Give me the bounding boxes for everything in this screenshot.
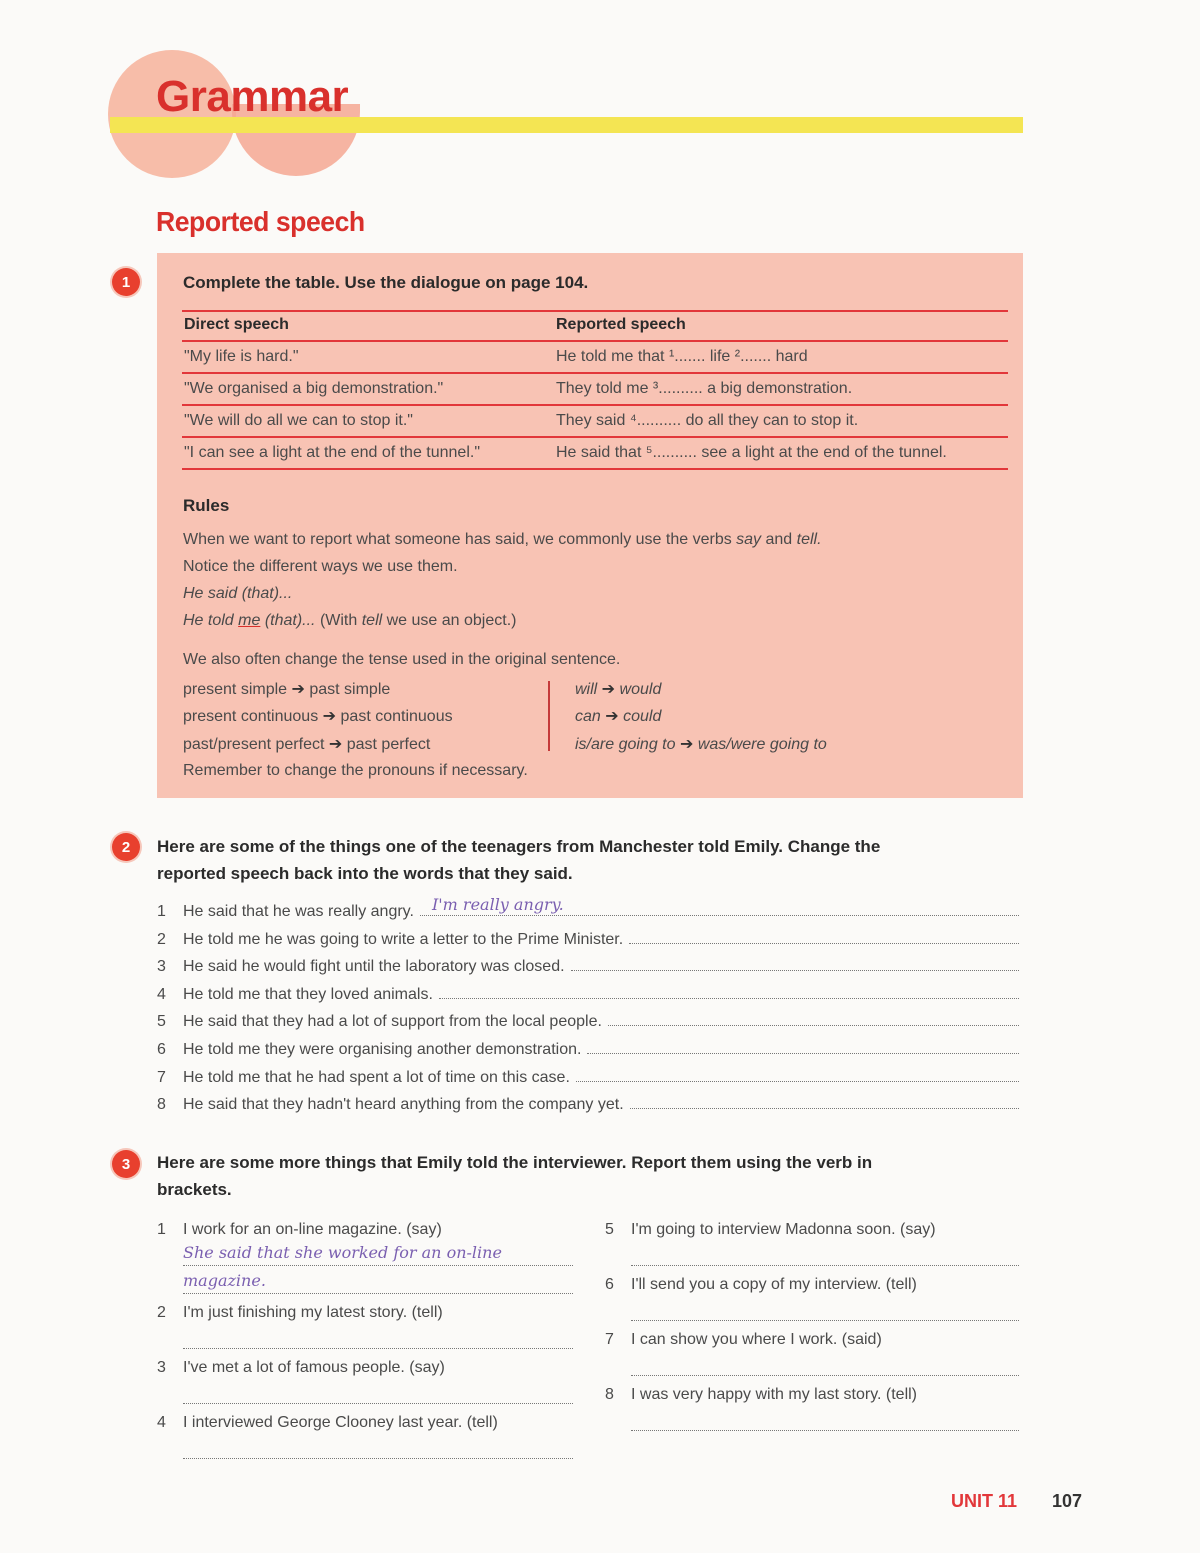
arrow-right-icon: ➔ [679,736,694,753]
list-item [157,895,1019,931]
item-text: I was very happy with my last story. (tell) [631,1386,917,1403]
tense-rule [183,706,453,726]
arrow-right-icon: ➔ [291,681,305,698]
item-number: 4 [157,1414,166,1431]
answer-line[interactable] [631,1416,1019,1431]
answer-line[interactable] [183,1334,573,1349]
item-number: 6 [605,1276,614,1293]
answer-line[interactable] [631,1361,1019,1376]
answer-line[interactable] [183,1444,573,1459]
answer-line[interactable] [631,1251,1019,1266]
item-number: 4 [157,985,166,1003]
rules-example [183,612,516,630]
item-text: He told me that they loved animals. [183,985,433,1003]
answer-line[interactable] [183,1389,573,1404]
tense-from: present continuous [183,708,319,725]
speech-table-wrapper [182,310,1008,470]
rules-example: He said (that)... [183,585,293,602]
rules-text: and [761,531,797,548]
item-text: I'll send you a copy of my interview. (tell) [631,1276,917,1293]
item-number: 2 [157,1304,166,1321]
list-item [157,1069,1019,1097]
item-number: 1 [157,903,166,920]
item-text: He told me they were organising another demonstration. [183,1040,582,1058]
rules-text: He told [183,612,239,629]
answer-line[interactable] [571,958,1019,971]
section-title: Reported speech [156,206,365,237]
answer-line[interactable] [630,1096,1019,1109]
answer-line[interactable] [608,1013,1019,1026]
rules-line [183,531,822,549]
table-cell: "I can see a light at the end of the tunnel." [184,444,481,461]
item-text: I've met a lot of famous people. (say) [183,1359,445,1376]
item-text: I'm just finishing my latest story. (tell) [183,1304,443,1321]
item-number: 5 [157,1013,166,1031]
table-cell: He told me that ¹....... life ²....... hard [556,348,808,365]
exercise-2-instruction: Here are some of the things one of the teenagers from Manchester told Emily. Change the [157,837,881,856]
list-item [157,1304,443,1322]
rules-text: we use an object.) [382,612,517,629]
speech-table [182,310,1008,470]
answer-text: I'm really angry. [431,895,564,914]
rules-keyword: me [238,612,261,629]
rules-text: (With [315,612,362,629]
answer-line[interactable] [629,931,1019,944]
answer-text: magazine. [183,1271,266,1290]
rules-keyword: tell [361,612,383,629]
item-number: 5 [605,1221,614,1238]
item-text: I interviewed George Clooney last year. (tell) [183,1414,498,1431]
list-item [605,1331,882,1349]
table-row [182,373,1008,405]
item-text: I can show you where I work. (said) [631,1331,882,1348]
tense-from: can [575,708,601,725]
list-item [157,958,1019,986]
item-number: 1 [157,1221,166,1238]
item-number: 8 [605,1386,614,1403]
divider [548,681,550,751]
tense-to: past continuous [340,708,453,725]
table-cell: "My life is hard." [184,348,299,365]
table-cell: They told me ³.......... a big demonstration. [556,380,853,397]
answer-text: She said that she worked for an on-line [183,1243,502,1262]
list-item [157,931,1019,959]
item-number: 6 [157,1040,166,1058]
unit-label: UNIT 11 [951,1491,1018,1511]
item-number: 7 [605,1331,614,1348]
exercise-1-instruction: Complete the table. Use the dialogue on page 104. [183,273,589,292]
exercise-number-badge: 3 [112,1150,140,1178]
item-number: 8 [157,1096,166,1114]
item-text: He said he would fight until the laboratory was closed. [183,958,565,976]
exercise-3-instruction: brackets. [157,1180,232,1199]
item-text: He said that he was really angry. [183,903,414,920]
item-text: He told me that he had spent a lot of time on this case. [183,1068,570,1086]
answer-line[interactable] [420,895,1019,916]
exercise-2-instruction: reported speech back into the words that they said. [157,864,573,883]
item-text: He said that they had a lot of support from the local people. [183,1013,602,1031]
tense-rule [575,679,661,699]
table-header-row [182,311,1008,341]
table-row [182,405,1008,437]
page-title: Grammar [156,72,349,121]
exercise-2-list [157,895,1019,1124]
table-row [182,437,1008,469]
list-item [157,1221,442,1239]
table-cell: They said ⁴.......... do all they can to stop it. [556,412,859,429]
table-header: Direct speech [184,316,289,333]
item-text: He told me he was going to write a letter to the Prime Minister. [183,930,624,948]
table-row [182,341,1008,373]
arrow-right-icon: ➔ [322,708,337,725]
arrow-right-icon: ➔ [328,736,343,753]
tense-to: could [623,708,662,725]
tense-to: past perfect [346,736,431,753]
list-item [157,1013,1019,1041]
table-cell: "We organised a big demonstration." [184,380,444,397]
arrow-right-icon: ➔ [605,708,619,725]
answer-line[interactable] [576,1069,1019,1082]
arrow-right-icon: ➔ [601,681,616,698]
exercise-number-badge: 2 [112,833,140,861]
table-header: Reported speech [556,316,686,333]
exercise-3-instruction: Here are some more things that Emily told the interviewer. Report them using the verb in [157,1153,873,1172]
item-text: I'm going to interview Madonna soon. (say) [631,1221,936,1238]
list-item [157,986,1019,1014]
item-text: He said that they hadn't heard anything from the company yet. [183,1096,624,1114]
tense-rule [183,679,390,699]
list-item [605,1386,917,1404]
item-number: 3 [157,1359,166,1376]
rules-line: We also often change the tense used in the original sentence. [183,651,621,668]
table-cell: He said that ⁵.......... see a light at the end of the tunnel. [556,444,947,461]
answer-line[interactable] [631,1306,1019,1321]
tense-to: was/were going to [697,736,827,753]
rules-title: Rules [183,496,230,515]
table-cell: "We will do all we can to stop it." [184,412,413,429]
tense-to: past simple [309,681,391,698]
list-item [157,1359,445,1377]
rules-line: Notice the different ways we use them. [183,558,458,575]
item-number: 2 [157,930,166,948]
list-item [157,1041,1019,1069]
tense-rule [575,734,827,754]
tense-from: present simple [183,681,288,698]
list-item [157,1414,498,1432]
tense-from: is/are going to [575,736,676,753]
rules-line: Remember to change the pronouns if necessary. [183,762,528,779]
item-number: 3 [157,958,166,976]
item-number: 7 [157,1068,166,1086]
tense-from: past/present perfect [183,736,325,753]
tense-from: will [575,681,598,698]
list-item [605,1276,917,1294]
rules-keyword: say [736,531,762,548]
rules-text: (that)... [260,612,316,629]
page-number: 107 [1052,1491,1083,1511]
rules-text: When we want to report what someone has said, we commonly use the verbs [183,531,737,548]
tense-rule [183,734,430,754]
tense-rule [575,706,661,726]
list-item [157,1096,1019,1124]
tense-to: would [619,681,662,698]
exercise-number-badge: 1 [112,268,140,296]
answer-line[interactable] [587,1041,1019,1054]
rules-keyword: tell. [796,531,822,548]
item-text: I work for an on-line magazine. (say) [183,1221,442,1238]
answer-line[interactable] [439,986,1019,999]
list-item [605,1221,936,1239]
